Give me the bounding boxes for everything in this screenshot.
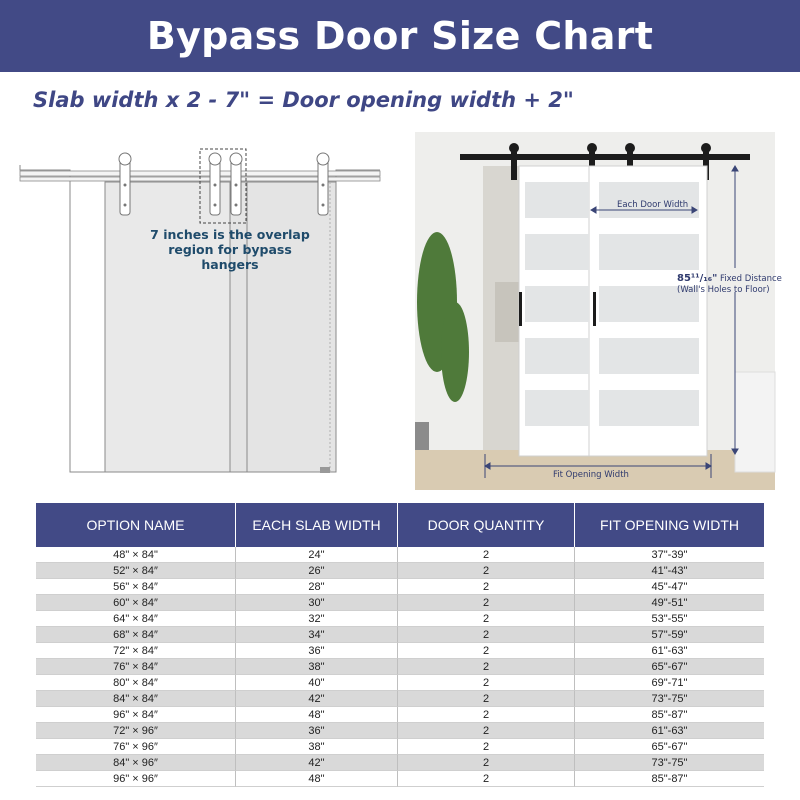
slab-width-cell: 38"	[236, 659, 398, 675]
page-title: Bypass Door Size Chart	[146, 14, 654, 58]
fixed-distance-value: 85¹¹/₁₆"	[677, 273, 718, 284]
door-slab-right	[230, 182, 336, 472]
fit-opening-width-cell: 49"-51"	[575, 595, 764, 611]
option-name-cell: 76" × 84″	[36, 659, 236, 675]
slab-width-cell: 34"	[236, 627, 398, 643]
column-header-fit-opening-width: FIT OPENING WIDTH	[600, 517, 739, 533]
option-name-cell: 80" × 84″	[36, 675, 236, 691]
option-name-cell: 76" × 96″	[36, 739, 236, 755]
each-door-width-label: Each Door Width	[617, 200, 689, 210]
door-quantity-cell: 2	[398, 627, 575, 643]
table-row	[36, 579, 764, 595]
floor-guide	[320, 467, 330, 473]
product-photo	[415, 132, 782, 490]
table-row	[36, 595, 764, 611]
slab-width-cell: 40"	[236, 675, 398, 691]
door-quantity-cell: 2	[398, 771, 575, 787]
fit-opening-width-cell: 85"-87"	[575, 771, 764, 787]
option-name-cell: 72" × 84″	[36, 643, 236, 659]
option-name-cell: 68" × 84″	[36, 627, 236, 643]
fit-opening-width-cell: 53"-55"	[575, 611, 764, 627]
table-row	[36, 659, 764, 675]
table-row	[36, 723, 764, 739]
table-header	[36, 503, 764, 547]
slab-width-cell: 48"	[236, 771, 398, 787]
door-quantity-cell: 2	[398, 563, 575, 579]
diagram-drawing	[0, 125, 400, 495]
fit-opening-width-cell: 73"-75"	[575, 691, 764, 707]
slab-width-cell: 36"	[236, 723, 398, 739]
page-header	[0, 0, 800, 72]
door-quantity-cell: 2	[398, 675, 575, 691]
wall-outline-right	[330, 170, 380, 472]
slab-width-cell: 30"	[236, 595, 398, 611]
door-quantity-cell: 2	[398, 611, 575, 627]
fit-opening-width-cell: 45"-47"	[575, 579, 764, 595]
column-header-each-slab-width: EACH SLAB WIDTH	[236, 503, 398, 547]
fit-opening-width-cell: 69"-71"	[575, 675, 764, 691]
table-row	[36, 675, 764, 691]
column-header-door-quantity: DOOR QUANTITY	[398, 503, 575, 547]
slab-width-cell: 42"	[236, 755, 398, 771]
column-header-option-name: OPTION NAME	[36, 503, 236, 547]
fit-opening-width-cell: 73"-75"	[575, 755, 764, 771]
overlap-note: 7 inches is the overlap region for bypass hangers	[150, 227, 310, 272]
fit-opening-width-cell: 37"-39"	[575, 547, 764, 563]
table-body	[36, 547, 764, 787]
door-quantity-cell: 2	[398, 547, 575, 563]
door-quantity-cell: 2	[398, 595, 575, 611]
slab-width-cell: 32"	[236, 611, 398, 627]
size-table	[36, 503, 764, 787]
fit-opening-width-cell: 61"-63"	[575, 643, 764, 659]
table-row	[36, 771, 764, 787]
photo-drawing	[415, 132, 775, 490]
door-quantity-cell: 2	[398, 643, 575, 659]
hanger-wheel-2	[209, 153, 221, 165]
slab-width-cell: 42"	[236, 691, 398, 707]
table-row	[36, 611, 764, 627]
table-row	[36, 627, 764, 643]
wall-outline	[20, 165, 105, 472]
option-name-cell: 96" × 84″	[36, 707, 236, 723]
door-quantity-cell: 2	[398, 723, 575, 739]
hanger-wheel-3	[230, 153, 242, 165]
slab-width-cell: 28"	[236, 579, 398, 595]
fit-opening-width-cell: 61"-63"	[575, 723, 764, 739]
hanger-wheel-1	[119, 153, 131, 165]
door-quantity-cell: 2	[398, 579, 575, 595]
door-quantity-cell: 2	[398, 691, 575, 707]
bypass-diagram	[0, 125, 400, 495]
fit-opening-width-cell: 57"-59"	[575, 627, 764, 643]
slab-width-cell: 36"	[236, 643, 398, 659]
option-name-cell: 64" × 84″	[36, 611, 236, 627]
formula-text: Slab width x 2 - 7" = Door opening width + 2"	[33, 88, 574, 112]
table-row	[36, 755, 764, 771]
option-name-cell: 96" × 96″	[36, 771, 236, 787]
fixed-distance-label	[677, 273, 782, 296]
door-quantity-cell: 2	[398, 707, 575, 723]
table-row	[36, 563, 764, 579]
fit-opening-width-label: Fit Opening Width	[553, 470, 629, 480]
slab-width-cell: 48"	[236, 707, 398, 723]
door-slab-left	[105, 182, 247, 472]
hanger-wheel-4	[317, 153, 329, 165]
fixed-distance-line1: Fixed Distance	[720, 274, 782, 284]
option-name-cell: 84" × 96″	[36, 755, 236, 771]
option-name-cell: 84" × 84″	[36, 691, 236, 707]
slab-width-cell: 24"	[236, 547, 398, 563]
table-row	[36, 739, 764, 755]
door-quantity-cell: 2	[398, 739, 575, 755]
option-name-cell: 52" × 84″	[36, 563, 236, 579]
slab-width-cell: 26"	[236, 563, 398, 579]
fit-opening-width-cell: 65"-67"	[575, 739, 764, 755]
table-row	[36, 691, 764, 707]
option-name-cell: 56" × 84″	[36, 579, 236, 595]
option-name-cell: 48" × 84"	[36, 547, 236, 563]
table-row	[36, 707, 764, 723]
fit-opening-width-cell: 65"-67"	[575, 659, 764, 675]
slab-width-cell: 38"	[236, 739, 398, 755]
table-row	[36, 643, 764, 659]
door-quantity-cell: 2	[398, 659, 575, 675]
fit-opening-width-cell: 85"-87"	[575, 707, 764, 723]
door-quantity-cell: 2	[398, 755, 575, 771]
option-name-cell: 72" × 96″	[36, 723, 236, 739]
option-name-cell: 60" × 84″	[36, 595, 236, 611]
table-row	[36, 547, 764, 563]
fit-opening-width-cell: 41"-43"	[575, 563, 764, 579]
fixed-distance-line2: (Wall's Holes to Floor)	[677, 285, 770, 295]
